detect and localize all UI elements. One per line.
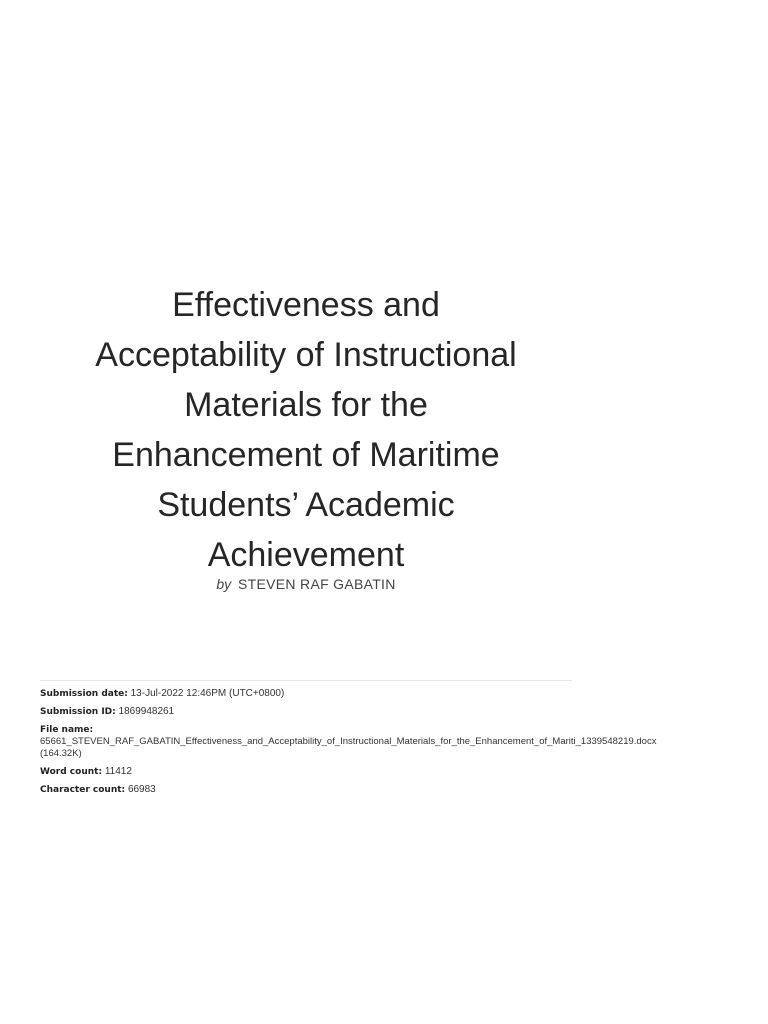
title-line-2: Acceptability of Instructional <box>95 336 517 374</box>
submission-date-value: 13-Jul-2022 12:46PM (UTC+0800) <box>130 688 285 699</box>
divider <box>40 680 572 681</box>
character-count-value: 66983 <box>127 784 156 795</box>
file-size-value: (164.32K) <box>40 748 82 759</box>
author-name: STEVEN RAF GABATIN <box>238 576 396 592</box>
title-line-4: Enhancement of Maritime <box>112 436 500 474</box>
title-line-1: Effectiveness and <box>172 286 440 324</box>
word-count-value: 11412 <box>104 766 132 777</box>
file-name-label: File name: <box>40 725 94 735</box>
submission-date-row <box>40 688 760 700</box>
submission-id-value: 1869948261 <box>118 706 175 717</box>
byline-prefix: by <box>216 576 232 592</box>
submission-date-label: Submission date: <box>40 689 128 699</box>
submission-id-label: Submission ID: <box>40 707 116 717</box>
author-byline <box>56 576 556 592</box>
character-count-label: Character count: <box>40 785 126 795</box>
word-count-label: Word count: <box>40 767 103 777</box>
submission-id-row <box>40 706 760 718</box>
title-line-6: Achievement <box>207 536 405 574</box>
file-name-value: 65661_STEVEN_RAF_GABATIN_Effectiveness_and_Acceptability_of_Instructional_Materials_for_the_Enhancement_of_Mariti_1339548219.docx <box>40 736 657 747</box>
character-count-row <box>40 784 760 796</box>
document-title <box>56 280 556 580</box>
title-line-5: Students’ Academic <box>157 486 455 524</box>
word-count-row <box>40 766 760 778</box>
title-line-3: Materials for the <box>184 386 428 424</box>
file-name-row <box>40 724 760 760</box>
submission-metadata <box>40 688 760 802</box>
